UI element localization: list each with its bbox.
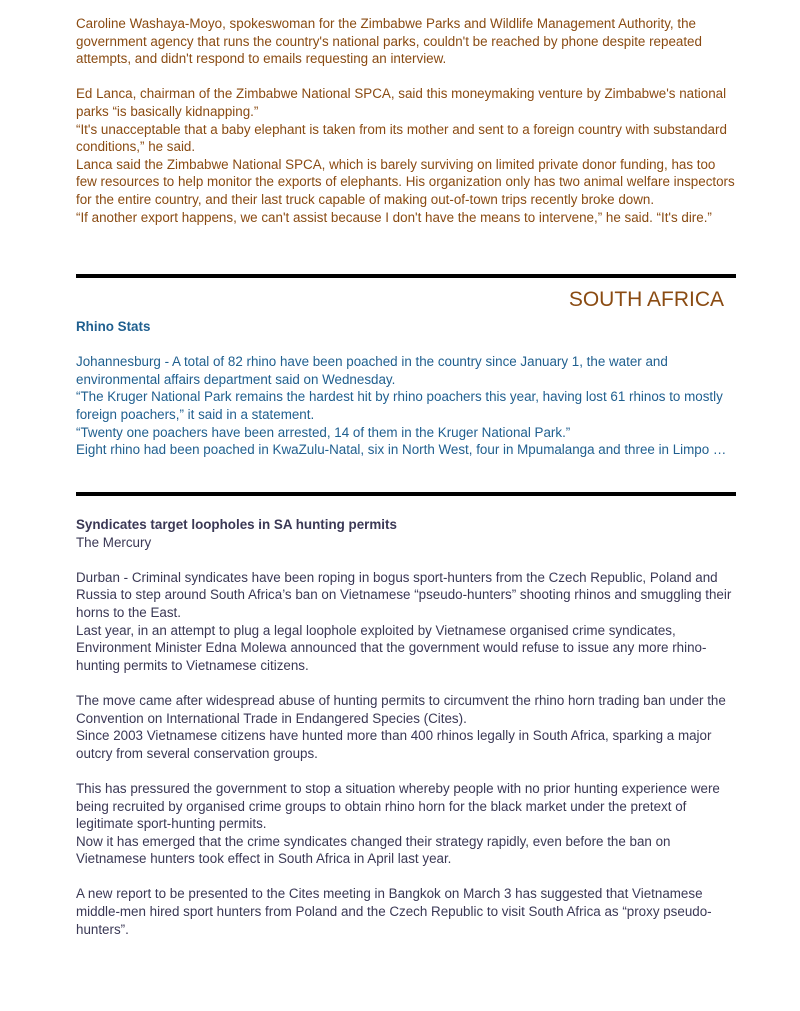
article-paragraph: “The Kruger National Park remains the hardest hit by rhino poachers this year, having lost 61 rhinos to mostly foreign poachers,” it said in a statement. — [76, 389, 723, 422]
article-paragraph: The move came after widespread abuse of hunting permits to circumvent the rhino horn trading ban under the Convention on International Trade in Endangered Species (Cites). — [76, 692, 726, 726]
article-paragraph: “Twenty one poachers have been arrested, 14 of them in the Kruger National Park.” — [76, 424, 571, 440]
article-paragraph: Now it has emerged that the crime syndicates changed their strategy rapidly, even before the ban on Vietnamese hunters took effect in South Africa in April last year. — [76, 833, 671, 867]
article-paragraph: “It's unacceptable that a baby elephant is taken from its mother and sent to a foreign country with substandard conditions,” he said. — [76, 121, 727, 155]
region-title: SOUTH AFRICA — [568, 288, 724, 311]
zimbabwe-article — [76, 15, 736, 226]
article-paragraph: Last year, in an attempt to plug a legal loophole exploited by Vietnamese organised crime syndicates, Environment Minister Edna Molewa announced that the government would refuse to issue any more rhino-hunting permits to Vietnamese citizens. — [76, 622, 707, 673]
article-paragraph: Eight rhino had been poached in KwaZulu-Natal, six in North West, four in Mpumalanga and three in Limpo … — [76, 442, 727, 458]
article-paragraph: Ed Lanca, chairman of the Zimbabwe National SPCA, said this moneymaking venture by Zimbabwe's national parks “is basically kidnapping.” — [76, 86, 727, 119]
section-divider — [76, 492, 736, 496]
section-divider — [76, 274, 736, 278]
article-paragraph: Durban - Criminal syndicates have been roping in bogus sport-hunters from the Czech Republic, Poland and Russia to step around South Africa’s ban on Vietnamese “pseudo-hunters” shooting rhinos and smuggling their horns to the East. — [76, 569, 732, 620]
article-paragraph: Caroline Washaya-Moyo, spokeswoman for the Zimbabwe Parks and Wildlife Management Authority, the government agency that runs the country's national parks, couldn't be reached by phone despite repeated attempts, and didn't respond to emails requesting an interview. — [76, 16, 702, 67]
article-paragraph: This has pressured the government to stop a situation whereby people with no prior hunting experience were being recruited by organised crime groups to obtain rhino horn for the black market under the pretext of legitimate sport-hunting permits. — [76, 780, 720, 832]
article-paragraph: Since 2003 Vietnamese citizens have hunted more than 400 rhinos legally in South Africa, sparking a major outcry from several conservation groups. — [76, 728, 712, 761]
article-paragraph: A new report to be presented to the Cites meeting in Bangkok on March 3 has suggested that Vietnamese middle-men hired sport hunters from Poland and the Czech Republic to visit South Africa as “proxy pseudo-hunters”. — [76, 886, 712, 937]
article-paragraph: Lanca said the Zimbabwe National SPCA, which is barely surviving on limited private donor funding, has too few resources to help monitor the exports of elephants. His organization only has two animal welfare inspectors for the entire country, and their last truck capable of making out-of-town trips recently broke down. — [76, 156, 735, 207]
article-heading: Rhino Stats — [76, 319, 151, 334]
article-heading: Syndicates target loopholes in SA hunting permits — [76, 517, 397, 532]
article-paragraph: “If another export happens, we can't assist because I don't have the means to intervene,” he said. “It's dire.” — [76, 209, 712, 225]
article-paragraph: Johannesburg - A total of 82 rhino have been poached in the country since January 1, the water and environmental affairs department said on Wednesday. — [76, 354, 668, 387]
article-source: The Mercury — [76, 534, 152, 550]
rhino-stats-article — [76, 318, 736, 459]
syndicates-article — [76, 516, 736, 938]
